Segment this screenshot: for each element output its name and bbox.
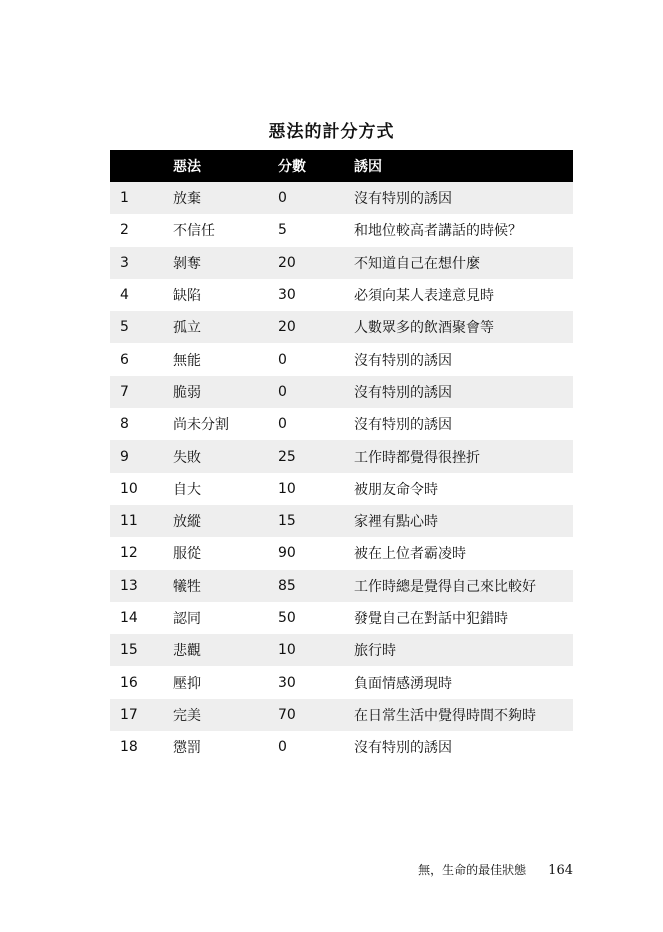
table-row (110, 376, 573, 408)
trigger: 和地位較高者講話的時候？ (354, 223, 522, 240)
bad-habit-name: 失敗 (173, 449, 201, 466)
bad-habit-name: 悲觀 (173, 643, 201, 660)
header-score: 分數 (278, 159, 306, 175)
trigger: 沒有特別的誘因 (354, 384, 452, 401)
score: 25 (278, 448, 296, 465)
trigger: 負面情感湧現時 (354, 675, 452, 692)
bad-habit-name: 放棄 (173, 191, 201, 208)
page-footer (0, 861, 573, 878)
trigger: 沒有特別的誘因 (354, 191, 452, 208)
row-number: 6 (120, 351, 129, 368)
bad-habit-name: 孤立 (173, 320, 201, 337)
table-row (110, 343, 573, 375)
bad-habit-name: 壓抑 (173, 675, 201, 692)
table-row (110, 440, 573, 472)
scoring-table (110, 150, 573, 763)
bad-habit-name: 犧牲 (173, 578, 201, 595)
score: 85 (278, 577, 296, 594)
row-number: 2 (120, 222, 129, 239)
row-number: 4 (120, 287, 129, 304)
table-row (110, 602, 573, 634)
row-number: 5 (120, 319, 129, 336)
bad-habit-name: 放縱 (173, 514, 201, 531)
trigger: 必須向某人表達意見時 (354, 288, 494, 305)
trigger: 家裡有點心時 (354, 514, 438, 531)
row-number: 11 (120, 513, 138, 530)
score: 15 (278, 513, 296, 530)
bad-habit-name: 完美 (173, 707, 201, 724)
score: 0 (278, 739, 287, 756)
row-number: 17 (120, 706, 138, 723)
table-row (110, 570, 573, 602)
score: 0 (278, 190, 287, 207)
table-row (110, 214, 573, 246)
trigger: 人數眾多的飲酒聚會等 (354, 320, 494, 337)
score: 30 (278, 674, 296, 691)
header-number (110, 150, 173, 182)
row-number: 18 (120, 739, 138, 756)
table-row (110, 666, 573, 698)
bad-habit-name: 認同 (173, 611, 201, 627)
page-title: 惡法的計分方式 (268, 122, 395, 142)
bad-habit-name: 服從 (173, 546, 201, 563)
score: 0 (278, 416, 287, 433)
table-row (110, 699, 573, 731)
header-trigger: 誘因 (354, 159, 382, 175)
table-row (110, 634, 573, 666)
score: 50 (278, 610, 296, 626)
trigger: 工作時總是覺得自己來比較好 (354, 578, 536, 595)
row-number: 16 (120, 674, 138, 691)
row-number: 13 (120, 577, 138, 594)
trigger: 被在上位者霸凌時 (354, 546, 466, 563)
table-header-row (110, 150, 573, 182)
table-row (110, 311, 573, 343)
table-row (110, 505, 573, 537)
trigger: 旅行時 (354, 643, 396, 660)
bad-habit-name: 脆弱 (173, 384, 201, 401)
bad-habit-name: 不信任 (173, 223, 215, 240)
table-row (110, 473, 573, 505)
score: 5 (278, 222, 287, 239)
trigger: 工作時都覺得很挫折 (354, 449, 480, 466)
table-row (110, 279, 573, 311)
table-row (110, 247, 573, 279)
book-title: 無，生命的最佳狀態 (418, 863, 527, 877)
bad-habit-name: 尚未分割 (173, 417, 229, 434)
row-number: 10 (120, 480, 138, 497)
trigger: 被朋友命令時 (354, 481, 438, 498)
header-bad-habit: 惡法 (173, 159, 201, 175)
bad-habit-name: 缺陷 (173, 288, 201, 305)
row-number: 9 (120, 448, 129, 465)
row-number: 15 (120, 642, 138, 659)
trigger: 沒有特別的誘因 (354, 352, 452, 369)
bad-habit-name: 懲罰 (173, 740, 201, 757)
score: 20 (278, 254, 296, 271)
score: 20 (278, 319, 296, 336)
page-number: 164 (548, 863, 573, 878)
bad-habit-name: 無能 (173, 352, 201, 369)
score: 70 (278, 706, 296, 723)
score: 30 (278, 287, 296, 304)
score: 10 (278, 642, 296, 659)
table-row (110, 408, 573, 440)
trigger: 在日常生活中覺得時間不夠時 (354, 707, 536, 724)
table-row (110, 731, 573, 763)
row-number: 3 (120, 254, 129, 271)
trigger: 沒有特別的誘因 (354, 417, 452, 434)
scoring-table-container (110, 150, 573, 763)
row-number: 8 (120, 416, 129, 433)
row-number: 12 (120, 545, 138, 562)
score: 90 (278, 545, 296, 562)
row-number: 7 (120, 383, 129, 400)
trigger: 不知道自己在想什麼 (354, 255, 480, 272)
table-body (110, 182, 573, 763)
table-row (110, 537, 573, 569)
trigger: 沒有特別的誘因 (354, 740, 452, 757)
trigger: 發覺自己在對話中犯錯時 (354, 611, 508, 627)
bad-habit-name: 剝奪 (173, 255, 201, 272)
bad-habit-name: 自大 (173, 481, 201, 498)
score: 10 (278, 480, 296, 497)
row-number: 14 (120, 610, 138, 626)
score: 0 (278, 351, 287, 368)
row-number: 1 (120, 190, 129, 207)
score: 0 (278, 383, 287, 400)
table-row (110, 182, 573, 214)
